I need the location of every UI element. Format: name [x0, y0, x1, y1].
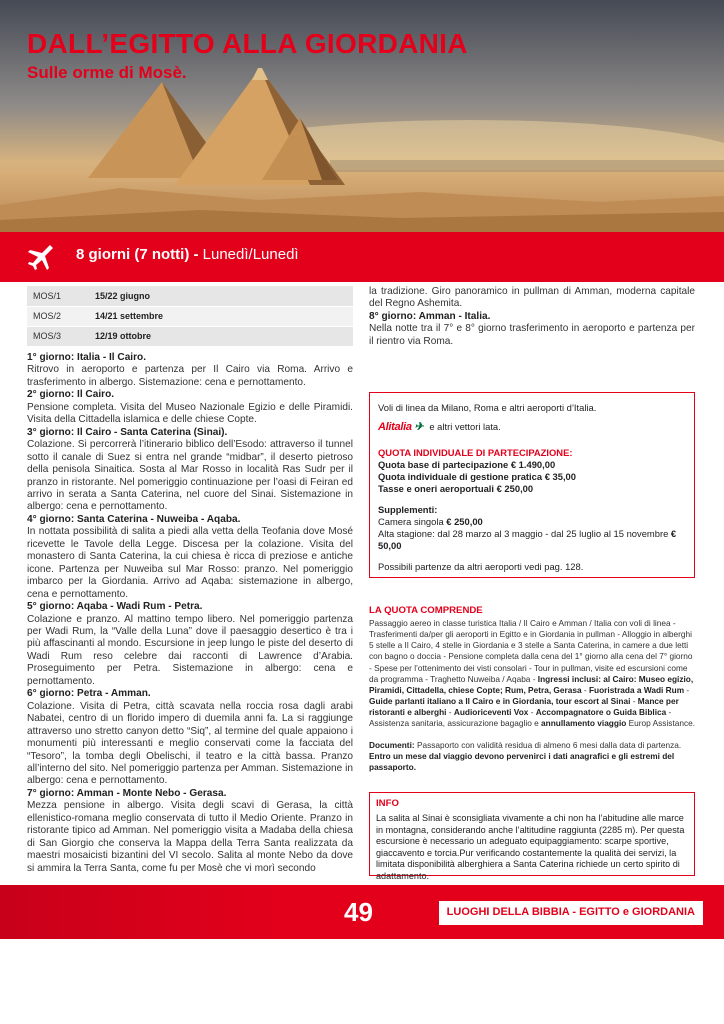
other-carriers: e altri vettori lata. [429, 421, 501, 432]
day-text: Colazione. Si percorrerà l’itinerario biblico dell’Esodo: attraverso il tunnel sotto il canale di Suez si entra nel grande “midbar”, il deserto pietroso della penisola Sinaitica. Sosta al Mar Rosso in località Ras Sudr per il pranzo in ristorante. Nel pomeriggio continuazione per l’oasi di Feiran ed arrivo in serata a Santa Caterina, nel cuore del Sinai. Sistemazione in albergo: cena e pernottamento. [27, 439, 353, 513]
day-text: Ritrovo in aeroporto e partenza per Il Cairo via Roma. Arrivo e trasferimento in albergo. Sistemazione: cena e pernottamento. [27, 364, 353, 388]
day-title: 7° giorno: Amman - Monte Nebo - Gerasa. [27, 787, 227, 799]
management-fee: Quota individuale di gestione pratica € 35,00 [378, 471, 576, 482]
departure-dates: 12/19 ottobre [89, 326, 353, 346]
info-heading: INFO [376, 798, 399, 809]
departure-dates: 14/21 settembre [89, 306, 353, 326]
table-row [27, 326, 353, 346]
itinerary-day [27, 688, 353, 788]
duration-text [76, 246, 299, 263]
departure-code: MOS/1 [27, 286, 89, 306]
day-title: 5° giorno: Aqaba - Wadi Rum - Petra. [27, 601, 203, 613]
includes-heading: LA QUOTA COMPRENDE [369, 605, 483, 616]
duration-label: 8 giorni (7 notti) - [76, 246, 199, 263]
price-box [369, 392, 695, 578]
day-text: la tradizione. Giro panoramico in pullman di Amman, moderna capitale del Regno Ashemita. [369, 286, 695, 310]
day-title: 4° giorno: Santa Caterina - Nuweiba - Aqaba. [27, 513, 241, 525]
supplements-heading: Supplementi: [378, 504, 438, 515]
itinerary-day [27, 601, 353, 688]
days-label: Lunedì/Lunedì [202, 246, 299, 263]
day-text: Nella notte tra il 7° e 8° giorno trasferimento in aeroporto e partenza per il rientro via Roma. [369, 323, 695, 347]
includes-text: Passaggio aereo in classe turistica Italia / Il Cairo e Amman / Italia con voli di linea - Trasferimenti da/per gli aeroporti in Egitto e in Giordania in pullman - Alloggio in alberghi 5 stelle a Il Cairo, 4 stelle in Giordania e 3 stelle a Santa Caterina, in camere a due letti con bagno o doccia - Pensione completa dalla cena del 1° giorno alla cena del 7° giorno - Spese per l’ottenimento dei visti consolari - Tour in pullman, visite ed escursioni come da programma - Traghetto Nuweiba / Aqaba - Ingressi inclusi: al Cairo: Museo egizio, Piramidi, Cittadella, chiese Copte; Rum, Petra, Gerasa - Fuoristrada a Wadi Rum - Guide parlanti italiano a Il Cairo e in Giordania, tour escort al Sinai - Mance per ristoranti e alberghi - Audioriceventi Vox - Accompagnatore o Guida Biblica - Assistenza sanitaria, assicurazione bagaglio e annullamento viaggio Europ Assistance. [369, 618, 696, 729]
departure-dates: 15/22 giugno [89, 286, 353, 306]
itinerary-continued [369, 286, 695, 348]
hero-image [0, 0, 724, 232]
day-title: 2° giorno: Il Cairo. [27, 389, 115, 401]
other-airports-note: Possibili partenze da altri aeroporti vedi pag. 128. [378, 561, 584, 572]
table-row [27, 306, 353, 326]
day-text: Pensione completa. Visita del Museo Nazionale Egizio e delle Piramidi. Visita della Cittadella islamica e delle chiese Copte. [27, 401, 353, 426]
day-title: 1° giorno: Italia - Il Cairo. [27, 352, 147, 363]
section-label: LUOGHI DELLA BIBBIA - EGITTO e GIORDANIA [439, 901, 703, 925]
airport-taxes: Tasse e oneri aeroportuali € 250,00 [378, 483, 534, 494]
day-text: Colazione. Visita di Petra, città scavata nella roccia rosa dagli arabi Nabatei, centro di un florido impero di duemila anni fa. La si raggiunge attraverso uno stretto canyon detto “Siq”, al termine del quale appaiono i monumenti più interessanti e meglio conservati come la facciata del “Tesoro”, la tomba degli Obelischi, il teatro e la città bassa. Pranzo all’interno del sito. Nel pomeriggio partenza per Amman. Sistemazione in albergo: cena e pernottamento. [27, 700, 353, 787]
flights-text: Voli di linea da Milano, Roma e altri aeroporti d’Italia. [378, 402, 597, 413]
itinerary-day [27, 427, 353, 514]
page-title: DALL’EGITTO ALLA GIORDANIA [27, 28, 468, 59]
page-number: 49 [344, 897, 373, 927]
quota-heading: QUOTA INDIVIDUALE DI PARTECIPAZIONE: [378, 447, 573, 458]
day-title: 8° giorno: Amman - Italia. [369, 310, 491, 322]
itinerary-day [27, 788, 353, 875]
page-subtitle: Sulle orme di Mosè. [27, 63, 187, 82]
itinerary-day [27, 389, 353, 426]
base-price: Quota base di partecipazione € 1.490,00 [378, 459, 556, 470]
alitalia-logo: Alitalia ✈ [378, 421, 424, 433]
airplane-icon [26, 242, 56, 272]
departures-table [27, 286, 353, 347]
footer [0, 885, 724, 939]
day-text: In nottata possibilità di salita a piedi alla vetta della Teofania dove Mosé ricevette le Tavole della Legge. Discesa per la colazione. Visita del monastero di Santa Caterina, la cui chiesa è ricca di preziose e antiche icone. Partenza per Nuweiba sul Mar Rosso: pranzo. Nel pomeriggio imbarco per la Giordania. Arrivo ad Aqaba: sistemazione in albergo, cena e pernottamento. [27, 526, 353, 600]
day-text: Colazione e pranzo. Al mattino tempo libero. Nel pomeriggio partenza per Wadi Rum, la “Valle della Luna” dove il paesaggio desertico è tra i più affascinanti al mondo. Escursione in jeep lungo le piste del deserto di Wadi Rum reso celebre dai racconti di Lawrence d’Arabia. Proseguimento per Petra. Sistemazione in albergo: cena e pernottamento. [27, 613, 353, 687]
departure-code: MOS/2 [27, 306, 89, 326]
documents-text: Documenti: Passaporto con validità residua di almeno 6 mesi dalla data di partenza. Entro un mese dal viaggio devono pervenirci i dati anagrafici e gli estremi del passaporto. [369, 740, 682, 773]
day-text: Mezza pensione in albergo. Visita degli scavi di Gerasa, la città ellenistico-romana meglio conservata di tutto il Medio Oriente. Pranzo in ristorante tipico ad Amman. Nel pomeriggio visita a Madaba della chiesa di San Giorgio che conserva la Mappa della Terra Santa realizzata da maestri mosaicisti bizantini del VI secolo. Salita al monte Nebo da dove si ammira la Terra Santa, come fu per Mosè che vi morì secondo [27, 800, 353, 874]
table-row [27, 286, 353, 306]
day-title: 6° giorno: Petra - Amman. [27, 688, 151, 700]
day-title: 3° giorno: Il Cairo - Santa Caterina (Sinai). [27, 426, 228, 438]
info-text: La salita al Sinai è sconsigliata vivamente a chi non ha l’abitudine alle marce in montagna, considerando anche l’altitudine raggiunta (2285 m). Per questa escursione è necessario un adeguato equipaggiamento: scarpe sportive, giaccavento e torcia.Pur verificando costantemente la qualità dei servizi, la limitata disponibilità alberghiera a Santa Caterina richiede un certo spirito di adattamento. [376, 813, 685, 881]
departure-code: MOS/3 [27, 326, 89, 346]
duration-band [0, 232, 724, 282]
high-season: Alta stagione: dal 28 marzo al 3 maggio - dal 25 luglio al 15 novembre € 50,00 [378, 528, 677, 551]
itinerary [27, 352, 353, 875]
itinerary-day [27, 514, 353, 601]
single-room: Camera singola € 250,00 [378, 516, 483, 527]
info-box [369, 792, 695, 881]
itinerary-day [27, 352, 353, 389]
airline-row [378, 420, 686, 433]
